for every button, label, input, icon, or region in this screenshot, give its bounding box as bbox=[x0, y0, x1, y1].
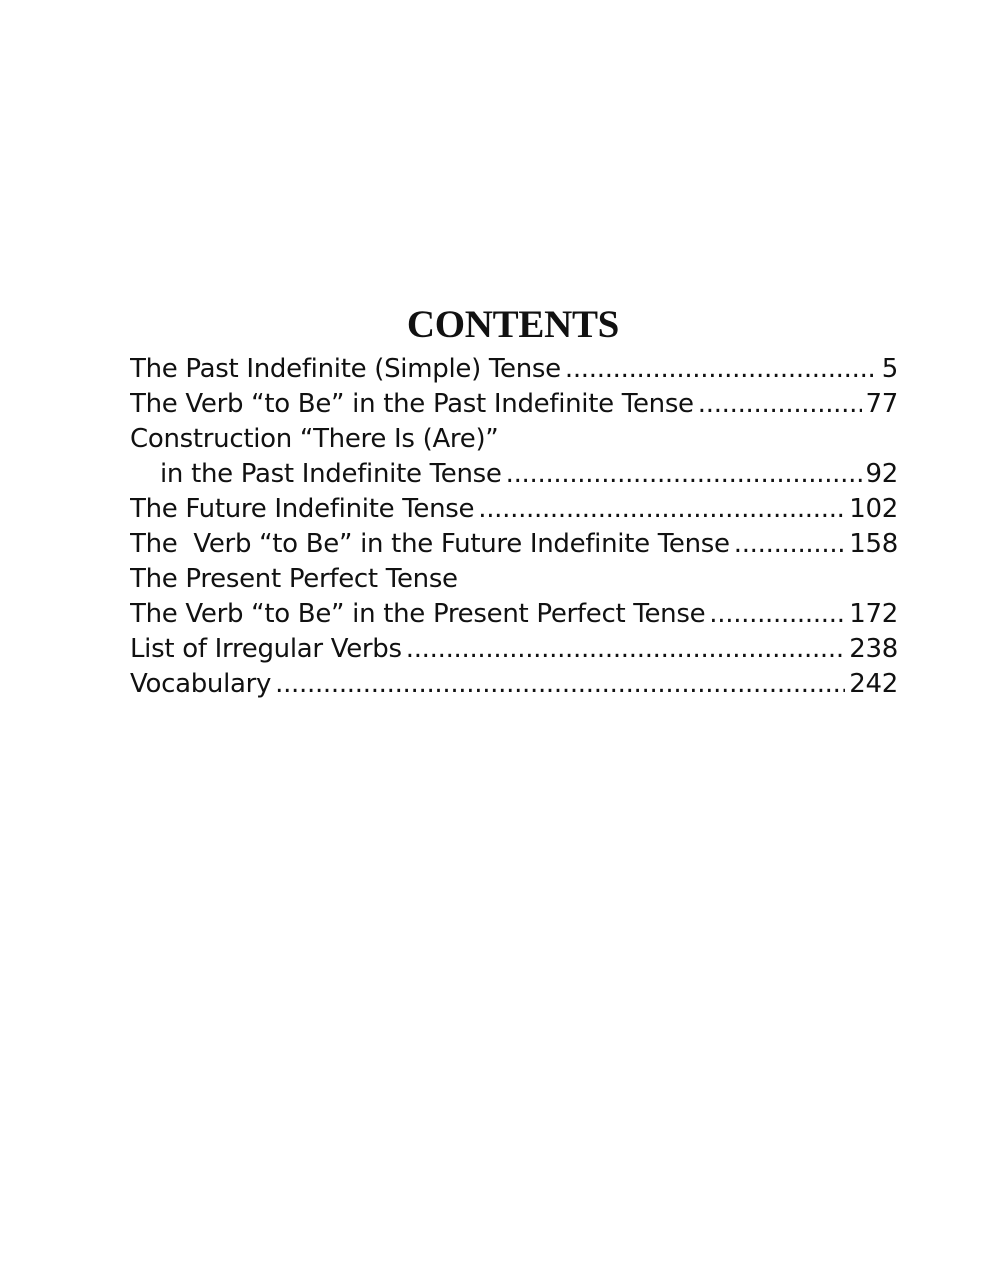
toc-entry bbox=[130, 527, 898, 562]
dot-leader bbox=[406, 632, 846, 667]
toc-entry-page: 242 bbox=[849, 669, 898, 699]
dot-leader bbox=[698, 387, 862, 422]
toc-entry-title: in the Past Indefinite Tense bbox=[160, 459, 502, 489]
toc-entry-no-page bbox=[130, 562, 898, 597]
table-of-contents bbox=[130, 352, 898, 702]
toc-entry-title: Construction “There Is (Are)” bbox=[130, 424, 499, 454]
dot-leader bbox=[275, 667, 845, 702]
toc-entry-page: 5 bbox=[881, 354, 898, 384]
toc-entry-title: The Present Perfect Tense bbox=[130, 564, 458, 594]
toc-entry-title: List of Irregular Verbs bbox=[130, 634, 402, 664]
toc-entry-continued bbox=[130, 422, 898, 457]
toc-entry-page: 102 bbox=[849, 494, 898, 524]
toc-entry-page: 238 bbox=[849, 634, 898, 664]
toc-entry-title: The Verb “to Be” in the Future Indefinite Tense bbox=[130, 529, 730, 559]
toc-entry bbox=[130, 387, 898, 422]
toc-entry bbox=[130, 597, 898, 632]
contents-heading: CONTENTS bbox=[406, 303, 620, 346]
dot-leader bbox=[506, 457, 862, 492]
toc-entry-title: The Verb “to Be” in the Past Indefinite Tense bbox=[130, 389, 694, 419]
toc-entry bbox=[130, 632, 898, 667]
toc-entry-page: 92 bbox=[865, 459, 898, 489]
toc-entry-page: 158 bbox=[849, 529, 898, 559]
toc-entry bbox=[130, 457, 898, 492]
dot-leader bbox=[734, 527, 846, 562]
toc-entry bbox=[130, 492, 898, 527]
toc-entry-title: The Verb “to Be” in the Present Perfect Tense bbox=[130, 599, 706, 629]
dot-leader bbox=[565, 352, 878, 387]
dot-leader bbox=[478, 492, 845, 527]
dot-leader bbox=[709, 597, 845, 632]
toc-entry bbox=[130, 667, 898, 702]
toc-entry-title: The Past Indefinite (Simple) Tense bbox=[130, 354, 561, 384]
toc-entry bbox=[130, 352, 898, 387]
toc-entry-title: Vocabulary bbox=[130, 669, 272, 699]
toc-entry-page: 77 bbox=[865, 389, 898, 419]
toc-entry-title: The Future Indefinite Tense bbox=[130, 494, 475, 524]
toc-entry-page: 172 bbox=[849, 599, 898, 629]
